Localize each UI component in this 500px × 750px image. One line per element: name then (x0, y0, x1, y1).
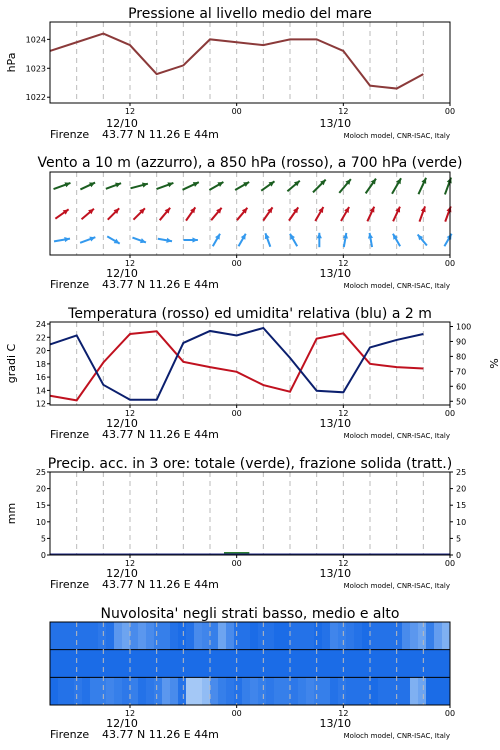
cloud-cell (410, 650, 418, 678)
y-axis-label-temperature: gradi C (5, 343, 18, 384)
cloud-cell (410, 622, 418, 650)
y-right-tick-label: 70 (456, 367, 467, 377)
cloud-cell (138, 622, 146, 650)
cloud-cell (386, 677, 394, 705)
wind-arrow-head (447, 178, 452, 184)
cloud-cell (378, 622, 386, 650)
y-right-tick-label: 10 (456, 517, 467, 527)
cloud-cell (282, 650, 290, 678)
date-label-2: 12/10 (106, 267, 138, 280)
cloud-cell (210, 677, 218, 705)
cloud-cell (338, 622, 346, 650)
time-tick-label-4: 12 (338, 559, 349, 568)
cloud-cell (418, 677, 426, 705)
cloud-cell (58, 650, 66, 678)
cloud-cell (170, 677, 178, 705)
cloud-cell (66, 677, 74, 705)
cloud-cell (314, 677, 322, 705)
cloud-cell (234, 622, 242, 650)
cloud-cell (322, 650, 330, 678)
cloud-cell (290, 622, 298, 650)
location-name-2: Firenze (50, 278, 90, 291)
location-coords-3: 43.77 N 11.26 E 44m (102, 428, 219, 441)
cloud-cell (162, 677, 170, 705)
y-tick-label-3: 24 (35, 319, 46, 329)
time-tick-label-4: 00 (444, 559, 456, 568)
cloud-cell (106, 677, 114, 705)
cloud-cell (402, 677, 410, 705)
cloud-cell (266, 650, 274, 678)
cloud-cell (74, 622, 82, 650)
wind-arrow-head (64, 182, 70, 187)
cloud-cell (162, 622, 170, 650)
cloud-cell (218, 622, 226, 650)
cloud-cell (298, 677, 306, 705)
cloud-cell (322, 622, 330, 650)
cloud-cell (314, 622, 322, 650)
wind-arrow-head (317, 233, 322, 238)
cloud-cell (242, 622, 250, 650)
cloud-cell (266, 622, 274, 650)
cloud-cell (90, 677, 98, 705)
y-tick-label-4: 20 (35, 484, 46, 494)
cloud-cell (346, 650, 354, 678)
cloud-cell (154, 622, 162, 650)
cloud-cell (74, 677, 82, 705)
y-right-tick-label: 90 (456, 337, 467, 347)
cloud-cell (234, 650, 242, 678)
wind-arrow-head (446, 206, 451, 212)
model-credit-3: Moloch model, CNR-ISAC, Italy (343, 432, 450, 440)
location-name-1: Firenze (50, 128, 90, 141)
plot-frame-2 (50, 172, 450, 255)
cloud-cell (98, 677, 106, 705)
cloud-cell (98, 622, 106, 650)
cloud-cell (354, 677, 362, 705)
cloud-cell (58, 677, 66, 705)
date-label-3: 13/10 (319, 417, 352, 430)
y-axis-label-humidity: % (487, 358, 500, 369)
y-tick-label-4: 15 (35, 501, 46, 511)
cloud-cell (138, 677, 146, 705)
cloud-cell (330, 677, 338, 705)
cloud-cell (434, 650, 442, 678)
cloud-cell (258, 650, 266, 678)
cloud-cell (98, 650, 106, 678)
cloud-cell (362, 622, 370, 650)
cloud-cell (434, 622, 442, 650)
cloud-cell (330, 622, 338, 650)
cloud-cell (122, 677, 130, 705)
location-name-4: Firenze (50, 578, 90, 591)
cloud-cell (210, 622, 218, 650)
time-tick-label-2: 00 (444, 259, 456, 268)
location-coords-2: 43.77 N 11.26 E 44m (102, 278, 219, 291)
cloud-cell (346, 622, 354, 650)
cloud-cell (130, 622, 138, 650)
date-label-3: 12/10 (106, 417, 138, 430)
wind-arrow-head (115, 183, 121, 188)
date-label-1: 12/10 (106, 117, 138, 130)
cloud-cell (178, 677, 186, 705)
cloud-cell (186, 622, 194, 650)
y-right-tick-label: 50 (456, 397, 467, 407)
time-tick-label-2: 12 (338, 259, 349, 268)
cloud-cell (322, 677, 330, 705)
plot-frame-4 (50, 472, 450, 555)
cloud-cell (82, 677, 90, 705)
cloud-cell (146, 677, 154, 705)
cloud-cell (90, 622, 98, 650)
cloud-cell (122, 650, 130, 678)
y-tick-label-3: 14 (35, 386, 46, 396)
y-tick-label-3: 12 (35, 399, 46, 409)
y-axis-label-pressure: hPa (5, 52, 18, 73)
cloud-cell (442, 650, 450, 678)
cloud-cell (106, 650, 114, 678)
time-tick-label-4: 12 (124, 559, 136, 568)
cloud-cell (354, 622, 362, 650)
cloud-cell (114, 650, 122, 678)
cloud-cell (386, 650, 394, 678)
y-right-tick-label: 25 (456, 468, 467, 477)
chart-title-precipitation: Precip. acc. in 3 ore: totale (verde), frazione solida (tratt.) (47, 456, 453, 472)
time-tick-label-5: 12 (338, 709, 349, 718)
time-tick-label-2: 12 (124, 259, 136, 268)
time-tick-label-3: 12 (124, 409, 136, 418)
cloud-cell (426, 622, 434, 650)
cloud-cell (50, 677, 58, 705)
y-tick-label-4: 5 (40, 534, 46, 544)
time-tick-label-3: 12 (338, 409, 349, 418)
cloud-cell (282, 677, 290, 705)
cloud-cell (242, 677, 250, 705)
date-label-5: 13/10 (319, 717, 352, 730)
cloud-cell (66, 650, 74, 678)
cloud-cell (154, 677, 162, 705)
time-tick-label-2: 00 (231, 259, 242, 268)
date-label-4: 12/10 (106, 567, 138, 580)
cloud-cell (250, 677, 258, 705)
cloud-cell (130, 650, 138, 678)
cloud-cell (106, 622, 114, 650)
cloud-cell (314, 650, 322, 678)
cloud-cell (178, 622, 186, 650)
plot-frame-1 (50, 22, 450, 103)
cloud-cell (114, 677, 122, 705)
cloud-cell (378, 650, 386, 678)
cloud-cell (162, 650, 170, 678)
time-tick-label-4: 00 (231, 559, 242, 568)
cloud-cell (226, 650, 234, 678)
cloud-cell (154, 650, 162, 678)
cloud-cell (50, 622, 58, 650)
y-right-tick-label: 5 (456, 534, 462, 544)
cloud-cell (202, 622, 210, 650)
y-tick-label-4: 10 (35, 517, 46, 527)
cloud-cell (362, 650, 370, 678)
time-tick-label-3: 00 (231, 409, 242, 418)
cloud-cell (426, 677, 434, 705)
cloud-cell (418, 650, 426, 678)
cloud-cell (58, 622, 66, 650)
cloud-cell (250, 650, 258, 678)
cloud-cell (274, 677, 282, 705)
cloud-cell (186, 650, 194, 678)
cloud-cell (122, 622, 130, 650)
y-right-tick-label: 60 (456, 382, 467, 392)
cloud-cell (378, 677, 386, 705)
wind-arrow-head (89, 237, 95, 242)
cloud-cell (298, 622, 306, 650)
chart-title-temperature: Temperatura (rosso) ed umidita' relativa (blu) a 2 m (68, 306, 432, 322)
y-right-tick-label: 20 (456, 484, 467, 494)
wind-arrow-head (167, 182, 173, 187)
time-tick-label-5: 00 (231, 709, 242, 718)
time-tick-label-5: 12 (124, 709, 136, 718)
cloud-cell (170, 650, 178, 678)
model-credit-1: Moloch model, CNR-ISAC, Italy (343, 132, 450, 140)
y-tick-label-4: 0 (40, 551, 46, 560)
cloud-cell (258, 677, 266, 705)
cloud-cell (362, 677, 370, 705)
cloud-cell (282, 622, 290, 650)
date-label-2: 13/10 (319, 267, 352, 280)
cloud-cell (338, 677, 346, 705)
cloud-cell (242, 650, 250, 678)
time-tick-label-1: 00 (444, 107, 456, 116)
wind-arrow-head (421, 206, 426, 212)
cloud-cell (370, 650, 378, 678)
model-credit-2: Moloch model, CNR-ISAC, Italy (343, 282, 450, 290)
cloud-cell (306, 677, 314, 705)
cloud-cell (290, 650, 298, 678)
cloud-cell (178, 650, 186, 678)
date-label-1: 13/10 (319, 117, 352, 130)
location-coords-1: 43.77 N 11.26 E 44m (102, 128, 219, 141)
plot-frame-3 (50, 322, 450, 405)
cloud-cell (90, 650, 98, 678)
cloud-cell (202, 677, 210, 705)
cloud-cell (186, 677, 194, 705)
cloud-cell (114, 622, 122, 650)
date-label-4: 13/10 (319, 567, 352, 580)
location-name-5: Firenze (50, 728, 90, 741)
cloud-cell (82, 650, 90, 678)
cloud-cell (130, 677, 138, 705)
location-coords-5: 43.77 N 11.26 E 44m (102, 728, 219, 741)
cloud-cell (218, 650, 226, 678)
y-tick-label-4: 25 (35, 468, 46, 477)
cloud-cell (306, 650, 314, 678)
cloud-cell (306, 622, 314, 650)
y-tick-label-3: 16 (35, 373, 46, 383)
cloud-cell (434, 677, 442, 705)
chart-title-cloudiness: Nuvolosita' negli strati basso, medio e alto (100, 606, 400, 622)
location-coords-4: 43.77 N 11.26 E 44m (102, 578, 219, 591)
cloud-cell (170, 622, 178, 650)
cloud-cell (298, 650, 306, 678)
cloud-cell (146, 650, 154, 678)
cloud-cell (338, 650, 346, 678)
cloud-cell (146, 622, 154, 650)
cloud-cell (402, 650, 410, 678)
cloud-cell (386, 622, 394, 650)
time-tick-label-3: 00 (444, 409, 456, 418)
chart-title-pressure: Pressione al livello medio del mare (128, 6, 372, 22)
cloud-cell (290, 677, 298, 705)
cloud-cell (226, 622, 234, 650)
date-label-5: 12/10 (106, 717, 138, 730)
y-right-tick-label: 15 (456, 501, 467, 511)
time-tick-label-1: 12 (338, 107, 349, 116)
cloud-cell (274, 622, 282, 650)
cloud-cell (66, 622, 74, 650)
cloud-cell (274, 650, 282, 678)
model-credit-5: Moloch model, CNR-ISAC, Italy (343, 732, 450, 740)
cloud-cell (258, 622, 266, 650)
cloud-cell (346, 677, 354, 705)
cloud-cell (194, 650, 202, 678)
y-tick-label-3: 22 (35, 333, 46, 343)
cloud-cell (370, 677, 378, 705)
time-tick-label-1: 12 (124, 107, 136, 116)
cloud-cell (394, 650, 402, 678)
cloud-cell (250, 622, 258, 650)
y-right-tick-label: 80 (456, 352, 467, 362)
cloud-cell (354, 650, 362, 678)
cloud-cell (402, 622, 410, 650)
cloud-cell (218, 677, 226, 705)
cloud-cell (394, 677, 402, 705)
chart-title-wind: Vento a 10 m (azzurro), a 850 hPa (rosso), a 700 hPa (verde) (37, 155, 463, 171)
cloud-cell (194, 622, 202, 650)
cloud-cell (370, 622, 378, 650)
location-name-3: Firenze (50, 428, 90, 441)
y-tick-label-3: 20 (35, 346, 46, 356)
cloud-cell (50, 650, 58, 678)
cloud-cell (266, 677, 274, 705)
y-tick-label-1: 1024 (25, 35, 46, 45)
cloud-cell (226, 677, 234, 705)
cloud-cell (442, 622, 450, 650)
cloud-cell (82, 622, 90, 650)
cloud-cell (138, 650, 146, 678)
y-tick-label-1: 1023 (25, 64, 46, 74)
cloud-cell (194, 677, 202, 705)
cloud-cell (74, 650, 82, 678)
cloud-cell (410, 677, 418, 705)
cloud-cell (234, 677, 242, 705)
y-tick-label-3: 18 (35, 359, 46, 369)
cloud-cell (418, 622, 426, 650)
time-tick-label-5: 00 (444, 709, 456, 718)
cloud-cell (330, 650, 338, 678)
y-tick-label-1: 1022 (25, 93, 46, 103)
cloud-cell (210, 650, 218, 678)
cloud-cell (202, 650, 210, 678)
cloud-cell (426, 650, 434, 678)
cloud-cell (442, 677, 450, 705)
wind-arrow-head (265, 233, 270, 239)
y-right-tick-label: 0 (456, 551, 462, 560)
wind-arrow-head (140, 238, 146, 243)
y-right-tick-label: 100 (456, 322, 472, 332)
cloud-cell (394, 622, 402, 650)
model-credit-4: Moloch model, CNR-ISAC, Italy (343, 582, 450, 590)
y-axis-label-precipitation: mm (5, 502, 18, 525)
wind-arrow-head (192, 237, 197, 242)
time-tick-label-1: 00 (231, 107, 242, 116)
